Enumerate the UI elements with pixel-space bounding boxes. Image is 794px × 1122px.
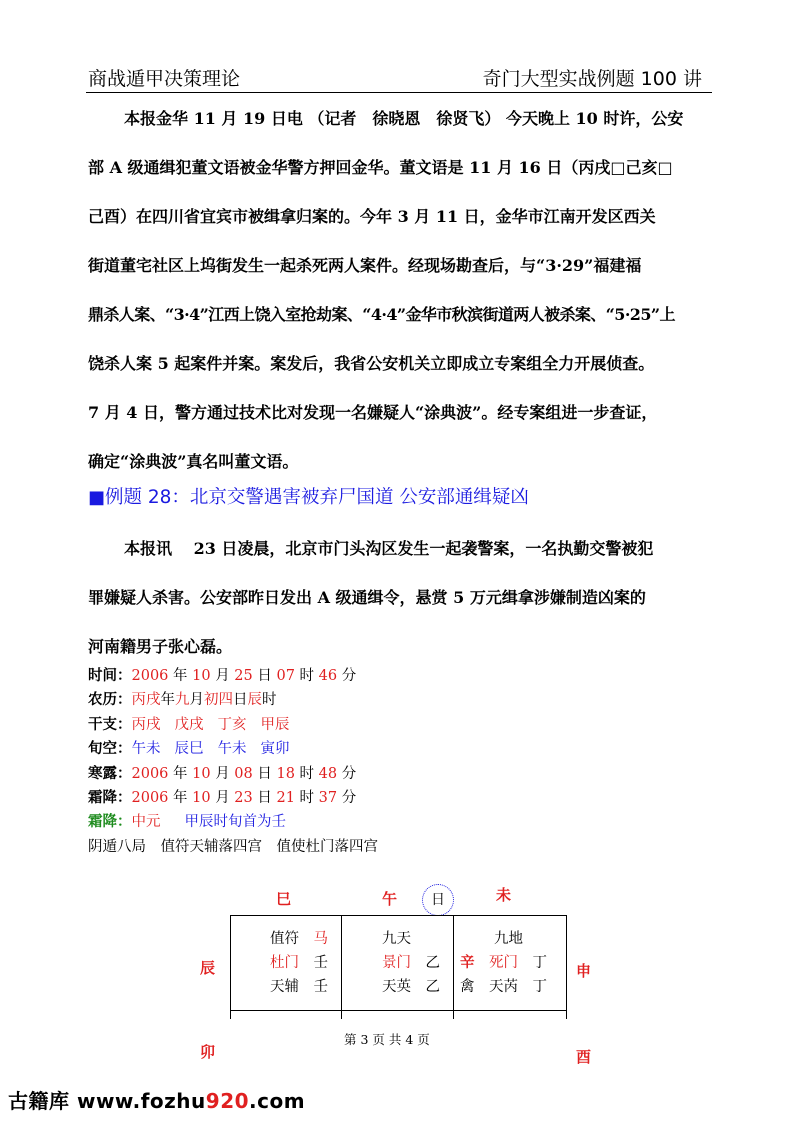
header-left-title: 商战遁甲决策理论 [88, 68, 241, 90]
paragraph-line: 河南籍男子张心磊。 [88, 637, 233, 656]
palace-label-shen: 申 [576, 962, 592, 980]
palace-label-chen: 辰 [200, 959, 216, 977]
palace-2-row-2: 辛 死门 丁 [460, 954, 547, 971]
site-watermark: 古籍库 www.fozhu920.com [8, 1089, 306, 1113]
paragraph-line: 部 A 级通缉犯董文语被金华警方押回金华。董文语是 11 月 16 日（丙戌□己亥□ [88, 158, 673, 177]
square-bullet-icon: ■ [88, 487, 106, 508]
palace-2-row-1: 九地 [494, 931, 523, 947]
palace-label-you: 酉 [576, 1048, 592, 1066]
palace-4-row-1: 值符 马 [270, 931, 328, 947]
example-heading [88, 483, 529, 509]
palace-9-row-3: 天英 乙 [382, 979, 440, 995]
info-shuangjiang-row: 霜降：2006 年 10 月 23 日 21 时 37 分 [88, 789, 357, 807]
chart-vline-2 [453, 915, 454, 1019]
palace-9-row-2: 景门 乙 [382, 955, 440, 971]
header-divider [86, 92, 712, 93]
paragraph-line: 街道董宅社区上坞街发生一起杀死两人案件。经现场勘查后，与“3·29”福建福 [88, 256, 642, 275]
day-marker: 日 [422, 884, 454, 916]
chart-top-border [230, 915, 566, 916]
palace-label-si: 巳 [276, 890, 292, 908]
chart-vline-right [566, 915, 567, 1019]
paragraph-line: 确定“涂典波”真名叫董文语。 [88, 452, 299, 471]
palace-2-row-3: 禽 天芮 丁 [460, 979, 547, 995]
palace-4-row-3: 天辅 壬 [270, 979, 328, 995]
palace-4-row-2: 杜门 壬 [270, 955, 328, 971]
news-paragraph-2 [88, 524, 714, 671]
palace-label-mao: 卯 [200, 1043, 216, 1061]
paragraph-line: 本报讯 23 日凌晨，北京市门头沟区发生一起袭警案，一名执勤交警被犯 [124, 539, 654, 558]
palace-label-wu: 午 [382, 890, 398, 908]
page-number: 第 3 页 共 4 页 [344, 1032, 430, 1047]
example-title: 例题 28：北京交警遇害被弃尸国道 公安部通缉疑凶 [105, 487, 529, 508]
info-lunar-row: 农历：丙戌年九月初四日辰时 [88, 691, 277, 709]
info-ganzhi-row: 干支：丙戌 戊戌 丁亥 甲辰 [88, 715, 290, 733]
palace-9-row-1: 九天 [382, 931, 411, 947]
palace-label-wei: 未 [496, 886, 512, 904]
info-time-row: 时间：2006 年 10 月 25 日 07 时 46 分 [88, 667, 357, 684]
info-ju-row: 阴遁八局 值符天辅落四宫 值使杜门落四宫 [88, 838, 378, 855]
news-paragraph-1 [88, 94, 714, 486]
chart-vline-left [230, 915, 231, 1019]
info-xunkong-row: 旬空：午未 辰巳 午未 寅卯 [88, 740, 290, 758]
paragraph-line: 鼎杀人案、“3·4”江西上饶入室抢劫案、“4·4”金华市秋滨街道两人被杀案、“5·25”上 [88, 305, 675, 324]
qimen-info-block [88, 664, 378, 859]
info-yuan-row: 霜降：中元 甲辰时旬首为壬 [88, 813, 286, 831]
header-right-title: 奇门大型实战例题 100 讲 [482, 68, 702, 90]
info-hanlu-row: 寒露：2006 年 10 月 08 日 18 时 48 分 [88, 764, 357, 782]
paragraph-line: 罪嫌疑人杀害。公安部昨日发出 A 级通缉令，悬赏 5 万元缉拿涉嫌制造凶案的 [88, 588, 646, 607]
paragraph-line: 己酉）在四川省宜宾市被缉拿归案的。今年 3 月 11 日，金华市江南开发区西关 [88, 207, 656, 226]
paragraph-line: 7 月 4 日，警方通过技术比对发现一名嫌疑人“涂典波”。经专案组进一步查证， [88, 403, 658, 422]
chart-vline-1 [341, 915, 342, 1019]
paragraph-line: 饶杀人案 5 起案件并案。案发后，我省公安机关立即成立专案组全力开展侦查。 [88, 354, 655, 373]
paragraph-line: 本报金华 11 月 19 日电 （记者 徐晓恩 徐贤飞） 今天晚上 10 时许，公安 [124, 109, 684, 128]
chart-middle-border [230, 1010, 566, 1011]
